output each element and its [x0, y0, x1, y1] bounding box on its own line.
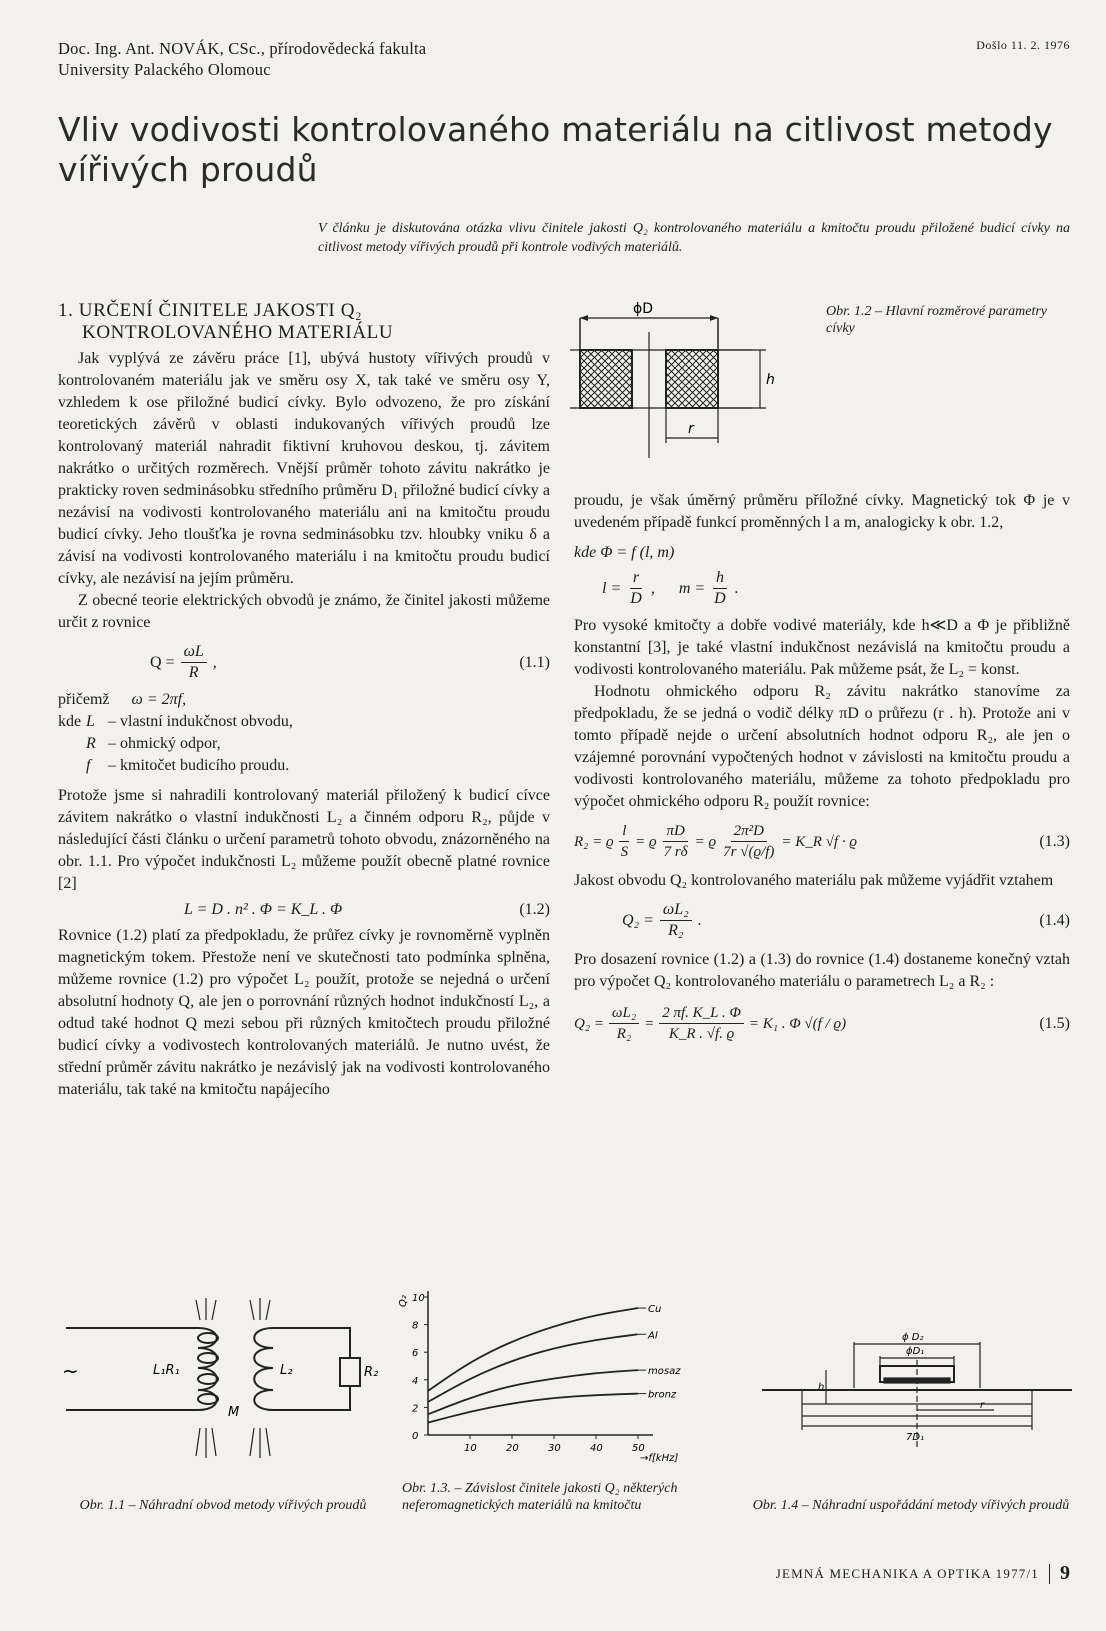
- label-d2: ϕ D₂: [902, 1332, 924, 1343]
- paragraph: Jakost obvodu Q₂ kontrolovaného materiálu pak můžeme vyjádřit vztahem: [574, 872, 1054, 889]
- x-tick-label: 40: [590, 1443, 603, 1454]
- label-7d1: 7D₁: [906, 1432, 925, 1443]
- section-heading-line-1: 1. URČENÍ ČINITELE JAKOSTI Q₂: [58, 300, 363, 321]
- affiliation-line: University Palackého Olomouc: [58, 60, 271, 79]
- series-label-Al: Al: [648, 1330, 658, 1342]
- equation-1-1: Q = $\frac{\omega L}{R}$ , (1.1): [150, 643, 550, 681]
- figure-1-3-chart: [398, 1285, 728, 1470]
- series-line-Cu: [428, 1308, 638, 1391]
- article-title: [58, 110, 1078, 190]
- eq-numerator: ωL: [181, 642, 207, 663]
- figure-1-2-caption: Obr. 1.2 – Hlavní rozměrové parametry cívky: [826, 304, 1047, 336]
- y-tick-label: 2: [412, 1403, 419, 1415]
- footer-divider: [1049, 1564, 1050, 1584]
- eq-numerator: ωL₂: [660, 900, 692, 921]
- definition-text: – ohmický odpor,: [108, 735, 221, 752]
- arrow-head: [580, 315, 588, 321]
- paragraph: Pro dosazení rovnice (1.2) a (1.3) do rovnice (1.4) dostaneme konečný vztah pro výpočet Q₂ kontrolovaného materiálu o parametrech L₂ a R₂ :: [574, 951, 1070, 990]
- wire: [273, 1386, 350, 1410]
- paragraph: Z obecné teorie elektrických obvodů je známo, že činitel jakosti můžeme určit z rovnice: [58, 592, 550, 631]
- series-line-bronz: [428, 1394, 638, 1423]
- equation-phi: kde Φ = f (l, m): [574, 544, 675, 561]
- equation-number: (1.1): [519, 653, 550, 671]
- definition-text: – vlastní indukčnost obvodu,: [108, 713, 293, 730]
- paragraph: Hodnotu ohmického odporu R₂ závitu nakrátko stanovíme za předpokladu, že se jedná o vodič délky πD o průřezu (r . h). Protože ani v tomto případě nejde o určení absolutních hodnot odporu R₂, ale jen o vzájemné porovnání vypočtených hodnot v závislosti na kmitočtu proudu a vodivosti kontrolovaného materiálu, můžeme za tohoto předpokladu pro výpočet ohmického odporu R₂ použít rovnice:: [574, 683, 1070, 810]
- page-footer: [776, 1562, 1070, 1585]
- definition-label: [58, 755, 86, 777]
- coil-turn: [198, 1374, 218, 1384]
- eq-fraction: [627, 568, 645, 609]
- y-tick-label: 10: [412, 1293, 425, 1304]
- flux-lines: [196, 1298, 270, 1458]
- eq-body: L = D . n² . Φ = K_L . Φ: [184, 901, 343, 918]
- eq-numerator: 2π²D: [731, 821, 767, 842]
- coil-turn: [198, 1353, 218, 1363]
- diameter-label: ϕD: [633, 301, 654, 317]
- definition-list: [58, 711, 550, 777]
- where-line: [58, 689, 550, 711]
- x-tick-label: 10: [464, 1443, 477, 1454]
- definition-text: – kmitočet budicího proudu.: [108, 757, 290, 774]
- received-date: Došlo 11. 2. 1976: [976, 38, 1070, 52]
- author-block: [58, 38, 426, 80]
- eq-numerator: 2 πf. K_L . Φ: [659, 1003, 744, 1024]
- coil-turn: [198, 1333, 218, 1343]
- equation-1-5: Q₂ = $\frac{\text{ωL₂}}{\text{R₂}}$ = $\frac{2 \pi f. K\_L . \Phi}{K\_R . √f. ϱ}$ = K₁ . Φ √(f / ϱ) (1.5): [574, 1005, 1070, 1042]
- ac-source-symbol: ~: [62, 1359, 79, 1383]
- y-tick-label: 6: [412, 1348, 419, 1360]
- eq-lhs: Q₂ =: [622, 911, 654, 929]
- eq-operator: = ϱ: [635, 833, 657, 850]
- arrow-head: [710, 315, 718, 321]
- coil-winding-left: [580, 350, 632, 408]
- x-tick-label: 20: [506, 1443, 519, 1454]
- where-label: přičemž: [58, 691, 110, 708]
- equation-1-2: [58, 899, 550, 921]
- y-axis-label: Q₂: [398, 1295, 409, 1307]
- eq-fraction: [609, 1003, 639, 1044]
- eq-lhs: R₂ = ϱ: [574, 833, 614, 850]
- y-tick-label: 0: [412, 1431, 419, 1442]
- eq-denominator: D: [714, 590, 726, 607]
- figure-1-3-caption: Obr. 1.3. – Závislost činitele jakosti Q₂ některých neferomagnetických materiálů na kmitočtu: [402, 1481, 678, 1513]
- label-r2: R₂: [364, 1365, 379, 1380]
- eq-numerator: l: [619, 821, 629, 842]
- eq-denominator: K_R . √f. ϱ: [668, 1026, 735, 1042]
- eq-fraction: [661, 821, 691, 862]
- eq-denominator: 7r √(ϱ/f): [723, 844, 775, 860]
- eq-operator: = ϱ: [694, 833, 717, 850]
- paragraph: Protože jsme si nahradili kontrolovaný materiál přiložený k budicí cívce závitem nakrátko o vlastní indukčnosti L₂ a činném odporu R₂, půjde v následující části článku o určení parametrů tohoto obvodu, znázorněného na obr. 1.1. Pro výpočet indukčnosti L₂ můžeme použít obecně platné rovnice [2]: [58, 787, 550, 892]
- figure-1-2-coil-dimensions: [570, 298, 790, 468]
- eq-numerator: πD: [663, 821, 687, 842]
- label-h: h: [818, 1382, 825, 1393]
- equation-l-m: l = $\frac{r}{D}$ , m = $\frac{h}{D}$ .: [602, 569, 739, 607]
- coil-turn: [198, 1394, 218, 1404]
- eq-denominator: R₂: [668, 922, 684, 939]
- equation-1-3: [574, 821, 1070, 862]
- equation-number: (1.2): [519, 901, 550, 918]
- eq-rhs: = K₁ . Φ √(f / ϱ): [748, 1015, 847, 1032]
- figure-1-1-caption: Obr. 1.1 – Náhradní obvod metody vířivých proudů: [79, 1498, 367, 1513]
- title-line-1: Vliv vodivosti kontrolovaného materiálu na citlivost metody: [58, 110, 1053, 149]
- eq-lhs: Q₂ =: [574, 1015, 604, 1032]
- height-label: h: [766, 372, 775, 388]
- eq-fraction: [659, 1003, 744, 1044]
- left-column: [58, 300, 550, 1101]
- figure-1-4-arrangement: [762, 1330, 1072, 1460]
- resistor-r2: [340, 1358, 360, 1386]
- definition-item: [58, 711, 550, 733]
- x-tick-label: 50: [632, 1443, 645, 1454]
- label-d1: ϕD₁: [906, 1346, 925, 1357]
- equation-number: (1.5): [1039, 1014, 1070, 1032]
- paragraph: Jak vyplývá ze závěru práce [1], ubývá hustoty vířivých proudů v kontrolovaném materiálu jak ve směru osy X, tak také ve směru osy Y, vzhledem k ose přiložné budicí cívky. Bylo odvozeno, že pro získání teoretických závěrů v oblasti indukovaných vířivých proudů lze kontrolovaný materiál nahradit fiktivní kruhovou deskou, tj. závitem nakrátko o určitých rozměrech. Vnější průměr tohoto závitu nakrátko je prakticky roven sedminásobku středního průměru D₁ přiložné budicí cívky a nezávisí na vodivosti kontrolovaného materiálu ani na kmitočtu proudu budicí cívky. Jeho tloušťka je rovna sedminásobku tzv. hloubky vniku δ a závisí na vodivosti kontrolovaného materiálu i na kmitočtu proudu budicí cívky, ale nezávisí na jejím průměru.: [58, 350, 550, 587]
- definition-label: [58, 733, 86, 755]
- label-r: r: [980, 1400, 985, 1411]
- definition-label: kde: [58, 713, 82, 730]
- paragraph: Rovnice (1.2) platí za předpokladu, že průřez cívky je rovnoměrně vyplněn magnetickým tokem. Přestože není ve skutečnosti tato podmínka splněna, můžeme rovnice (1.2) pro výpočet L₂ použít, protože se nejedná o určení absolutní hodnoty Q, ale jen o porrovnání různých hodnot indukčností L₂, a odtud také hodnot Q mezi sebou při různých kmitočtech proudu přiložné budicí cívky a vodivostech kontrolovaných materiálů. Je nutno uvést, že střední průměr závitu nakrátko je nezávislý jak na vodivosti kontrolovaného materiálu, tak také na kmitočtu napájecího: [58, 927, 550, 1098]
- right-column: [574, 490, 1070, 1054]
- where-equation: ω = 2πf,: [131, 691, 187, 708]
- x-axis-label: →f[kHz]: [640, 1453, 679, 1464]
- series-label-mosaz: mosaz: [648, 1366, 681, 1378]
- figure-1-4-caption: Obr. 1.4 – Náhradní uspořádání metody vířivých proudů: [752, 1498, 1070, 1513]
- paragraph: proudu, je však úměrný průměru příložné cívky. Magnetický tok Φ je v uvedeném případě funkcí proměnných l a m, analogicky k obr. 1.2,: [574, 492, 1070, 531]
- eq-fraction: [618, 821, 632, 862]
- coil-winding-right: [666, 350, 718, 408]
- eq-fraction: [711, 568, 729, 609]
- label-m: M: [228, 1405, 240, 1420]
- label-l2: L₂: [280, 1363, 293, 1378]
- eq-denominator: S: [620, 844, 629, 860]
- definition-symbol: R: [86, 735, 96, 752]
- series-line-Al: [428, 1334, 638, 1402]
- section-heading-line-2: KONTROLOVANÉHO MATERIÁLU: [82, 322, 394, 343]
- series-label-Cu: Cu: [648, 1304, 662, 1316]
- equation-1-4: Q₂ = $\frac{\text{ωL₂}}{\text{R₂}}$ . (1.4): [622, 901, 1070, 939]
- figure-1-1-equivalent-circuit: [58, 1298, 398, 1458]
- eq-numerator: r: [630, 568, 642, 589]
- page-number: 9: [1060, 1562, 1070, 1584]
- y-tick-label: 4: [412, 1375, 419, 1387]
- eq-rhs: = K_R √f · ϱ: [781, 833, 857, 850]
- eq-denominator: R: [188, 664, 199, 681]
- x-tick-label: 30: [548, 1443, 561, 1454]
- journal-name: JEMNÁ MECHANIKA A OPTIKA 1977/1: [775, 1565, 1039, 1581]
- eq-lhs: m =: [678, 579, 706, 597]
- y-tick-label: 8: [412, 1320, 419, 1332]
- eq-fraction: [720, 821, 777, 862]
- abstract: V článku je diskutována otázka vlivu činitele jakosti Q₂ kontrolovaného materiálu a kmitočtu proudu přiložené budicí cívky na citlivost metody vířivých proudů při kontrole vodivých materiálů.: [318, 221, 1070, 255]
- section-heading: [58, 300, 550, 344]
- coil-l2: [254, 1328, 273, 1410]
- equation-number: (1.3): [1039, 832, 1070, 850]
- radius-label: r: [688, 421, 694, 437]
- paragraph: Pro vysoké kmitočty a dobře vodivé materiály, kde h≪D a Φ je přibližně konstantní [3], je také vlastní indukčnost nezávislá na kmitočtu proudu a vodivosti kontrolovaného materiálu. Pak můžeme psát, že L₂ = konst.: [574, 617, 1070, 678]
- eq-lhs: Q =: [150, 653, 175, 671]
- eq-fraction: [181, 642, 207, 683]
- eq-fraction: [660, 900, 692, 941]
- equation-number: (1.4): [1039, 911, 1070, 929]
- eq-numerator: ωL₂: [609, 1003, 639, 1024]
- series-label-bronz: bronz: [648, 1389, 677, 1401]
- author-line: Doc. Ing. Ant. NOVÁK, CSc., přírodovědecká fakulta: [58, 39, 427, 58]
- definition-symbol: f: [86, 757, 91, 774]
- eq-lhs: l =: [602, 579, 622, 597]
- eq-denominator: R₂: [616, 1026, 632, 1042]
- wire: [273, 1328, 350, 1358]
- definition-symbol: L: [86, 713, 95, 730]
- eq-denominator: D: [630, 590, 642, 607]
- series-line-mosaz: [428, 1370, 638, 1414]
- label-l1r1: L₁R₁: [153, 1363, 180, 1378]
- title-line-2: vířivých proudů: [58, 150, 318, 189]
- coil-l1: [198, 1328, 217, 1410]
- eq-denominator: 7 rδ: [663, 844, 688, 860]
- definition-item: [58, 733, 550, 755]
- eq-numerator: h: [713, 568, 727, 589]
- definition-item: [58, 755, 550, 777]
